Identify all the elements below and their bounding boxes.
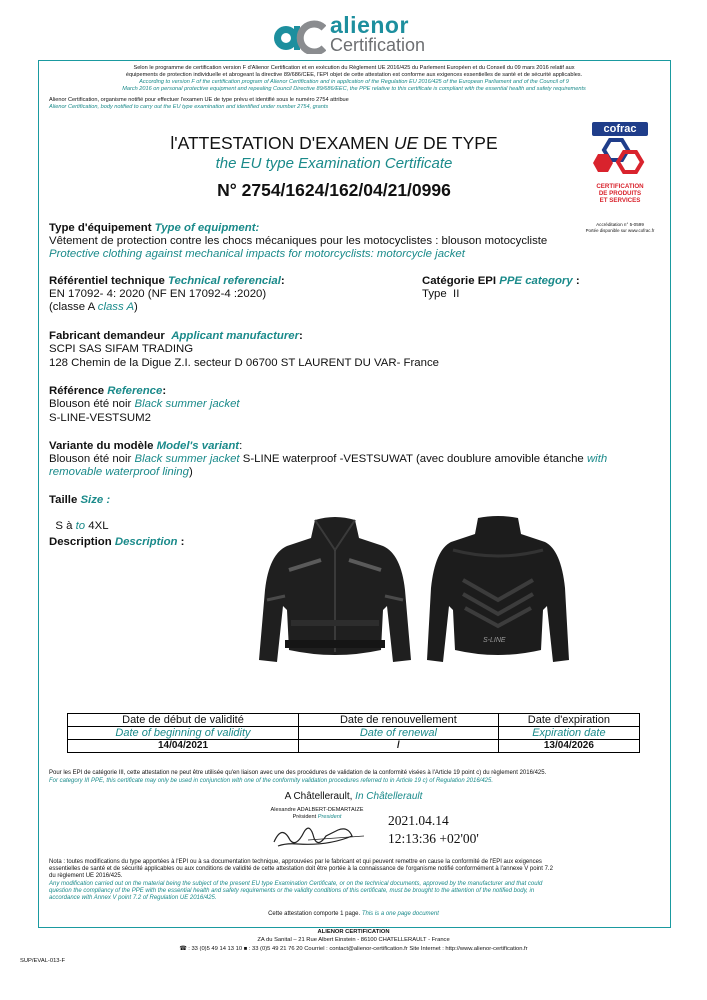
intro-en-1: According to version F of the certification program of Alienor Certification and in application of the Regulation EU 2016/425 of the European Parliament and of the Council of 9 [139,79,569,85]
equipment-value-fr: Vêtement de protection contre les chocs mécaniques pour les motocyclistes : blouson motocycliste [49,235,548,247]
signature-time: 12:13:36 +02'00' [388,831,479,846]
referential-standard: EN 17092- 4: 2020 (NF EN 17092-4 :2020) [49,288,267,300]
validity-header-en-expiry: Expiration date [498,727,639,740]
nota-en-2: question the compliancy of the PPE with the essential health and safety requirements or the validity conditions of this certificate, must be brought to the attention of the notified body, in [49,888,535,894]
description-label: Description Description : [49,536,185,548]
validity-header-fr-row [68,714,640,727]
cofrac-logo [592,122,648,218]
intro-en-2: March 2016 on personal protective equipment and repealing Council Directive 89/686/EEC, the PPE relative to this certificate is compliant with the essential health and safety requirements [122,86,586,92]
signatory-name: Alexandre ADALBERT-DEMARTAIZE [270,807,364,813]
variant-label: Variante du modèle Model's variant: [49,440,243,452]
logo-name: alienor [330,12,409,38]
variant-line2: removable waterproof lining) [49,466,193,478]
referential-class: (classe A class A) [49,301,138,313]
cat3-note-en: For category III PPE, this certificate may only be used in conjunction with one of the conformity validation procedures referred to in Article 19 c) of Regulation 2016/425. [49,778,494,784]
manufacturer-label: Fabricant demandeur Applicant manufacturer: [49,330,303,342]
title-en: the EU type Examination Certificate [215,155,453,172]
footer-company: ALIENOR CERTIFICATION [317,929,390,935]
validity-renewal-date: / [298,740,498,753]
size-label: Taille Size : [49,494,111,506]
manufacturer-name: SCPI SAS SIFAM TRADING [49,343,194,355]
document-code: SUP/EVAL-013-F [20,958,65,964]
variant-line1: Blouson été noir Black summer jacket S-LINE waterproof -VESTSUWAT (avec doublure amovible étanche with [49,453,608,465]
alienor-ac-mark-icon [272,14,326,54]
title-fr: l'ATTESTATION D'EXAMEN UE DE TYPE [170,133,498,153]
intro-fr-2: équipements de protection individuelle et abrogeant la directive 89/686/CEE, l'EPI objet de cette attestation est conforme aux exigences essentielles de santé et de sécurité applicables. [125,72,583,78]
logo-certification: Certification [330,35,426,55]
cofrac-name: cofrac [592,122,648,136]
cat3-note-fr: Pour les EPI de catégorie III, cette attestation ne peut être utilisée qu'en liaison avec une des procédures de validation de la conformité visées à l'Article 19 point c) du règlement 2016/425. [49,770,547,776]
footer-address: ZA du Sanital – 21 Rue Albert Einstein - 86100 CHATELLERAULT - France [257,937,450,943]
nota-fr-2: essentielles de santé et de sécurité applicables ou aux conditions de validité de cette attestation doit être portée à la connaissance de l'organisme notifié conformément à l'annexe V point 7.2 [49,866,553,872]
cofrac-scope: Portée disponible sur www.cofrac.fr [585,228,655,233]
reference-value: Blouson été noir Black summer jacket [49,398,240,410]
manufacturer-address: 128 Chemin de la Digue Z.I. secteur D 06700 ST LAURENT DU VAR- France [49,357,439,369]
footer-contact: ☎ : 33 (0)5 49 14 13 10 ■ : 33 (0)5 49 21 76 20 Courriel : contact@alienor-certification.fr Site Internet : http://www.alienor-certification.fr [179,946,528,952]
cofrac-accreditation: Accréditation n° 5-0599 [596,222,644,227]
notified-en: Alienor Certification, body notified to carry out the EU type examination and identified under number 2754, grants [49,104,329,110]
validity-start-date: 14/04/2021 [68,740,299,753]
reference-code: S-LINE-VESTSUM2 [49,412,151,424]
validity-values-row [68,740,640,753]
signatory-role: Président President [292,814,342,820]
one-page-note: Cette attestation comporte 1 page. This is a one page document [268,911,439,917]
validity-header-en-row [68,727,640,740]
size-value: S à to 4XL [55,520,109,532]
category-label: Catégorie EPI PPE category : [422,275,580,287]
validity-header-en-start: Date of beginning of validity [68,727,299,740]
cofrac-line2: DE PRODUITS [598,190,642,197]
validity-table [67,713,640,753]
nota-en-3: accordance with Annex V point 7.2 of Regulation UE 2016/425. [49,895,217,901]
nota-en-1: Any modification carried out on the material being the subject of the present EU type Examination Certificate, or on the technical documents, approved by the manufacturer and that could [49,881,543,887]
category-value: Type II [422,288,460,300]
cofrac-line3: ET SERVICES [599,197,641,204]
validity-header-fr-start: Date de début de validité [68,714,299,727]
equipment-label: Type d'équipement Type of equipment: [49,222,260,234]
jacket-front-image [255,510,415,670]
validity-header-fr-expiry: Date d'expiration [498,714,639,727]
jacket-back-image [423,510,573,670]
handwritten-signature-icon [268,818,378,852]
signature-place: A Châtellerault, In Châtellerault [284,791,423,802]
cofrac-hexagon-icon [592,136,648,178]
nota-fr-3: du règlement UE 2016/425. [49,873,123,879]
jacket-brand-mark: S-LINE [483,637,506,644]
validity-expiry-date: 13/04/2026 [498,740,639,753]
nota-fr-1: Nota : toutes modifications du type apportées à l'EPI ou à sa documentation technique, approuvées par le fabricant et qui peuvent remettre en cause la conformité de l'EPI aux exigences [49,859,542,865]
validity-header-fr-renewal: Date de renouvellement [298,714,498,727]
notified-fr: Alienor Certification, organisme notifié pour effectuer l'examen UE de type prévu et identifié sous le numéro 2754 attribue [49,97,349,103]
validity-header-en-renewal: Date of renewal [298,727,498,740]
cofrac-line1: CERTIFICATION [596,183,644,190]
referential-label: Référentiel technique Technical referencial: [49,275,285,287]
alienor-logo [272,12,442,57]
equipment-value-en: Protective clothing against mechanical impacts for motorcyclists: motorcycle jacket [49,248,465,260]
certificate-number: N° 2754/1624/162/04/21/0996 [217,180,451,200]
reference-label: Référence Reference: [49,385,167,397]
signature-date: 2021.04.14 [388,813,449,828]
intro-fr-1: Selon le programme de certification version F d'Alienor Certification et en exécution du Règlement UE 2016/425 du Parlement Européen et du Conseil du 09 mars 2016 relatif aux [133,65,575,71]
